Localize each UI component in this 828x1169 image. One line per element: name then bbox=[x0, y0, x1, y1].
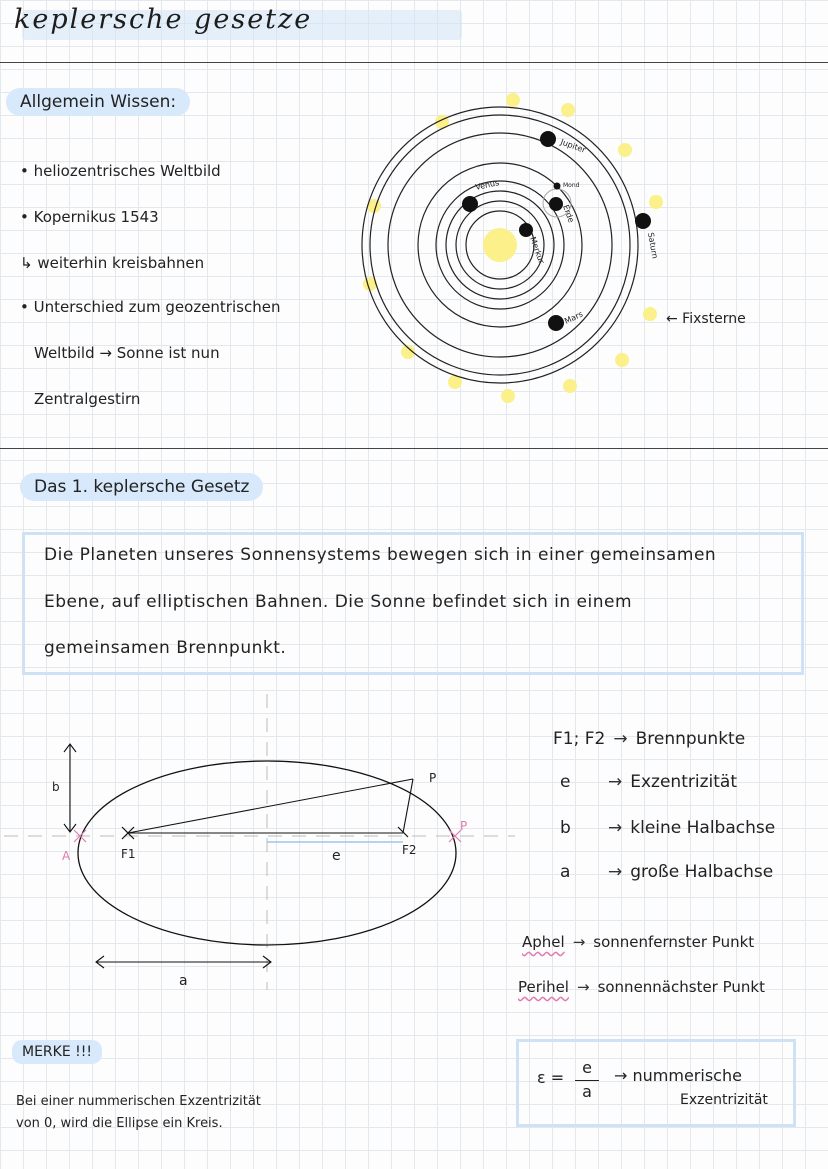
label-jupiter: Jupiter bbox=[559, 137, 587, 155]
legend-e-text: Exzentrizität bbox=[630, 772, 737, 792]
note-line-1: • heliozentrisches Weltbild bbox=[20, 162, 221, 180]
aphel-text: sonnenfernster Punkt bbox=[593, 933, 755, 951]
planet-earth bbox=[549, 197, 563, 211]
formula-fraction-bar bbox=[575, 1080, 599, 1081]
law-line-1: Die Planeten unseres Sonnensystems bewegen sich in einer gemeinsamen bbox=[44, 545, 717, 565]
title-divider bbox=[0, 62, 828, 63]
merke-line-1: Bei einer nummerischen Exzentrizität bbox=[16, 1094, 261, 1109]
perihel-text: sonnennächster Punkt bbox=[597, 978, 765, 996]
legend-b-sym: b bbox=[560, 818, 571, 838]
planet-venus bbox=[462, 196, 478, 212]
label-b: b bbox=[52, 780, 60, 794]
formula-lhs: ε = bbox=[537, 1068, 565, 1087]
solar-system-diagram bbox=[350, 88, 670, 408]
planet-saturn bbox=[635, 213, 651, 229]
planet-moon bbox=[554, 183, 561, 190]
planet-mercury bbox=[519, 223, 533, 237]
law-line-3: gemeinsamen Brennpunkt. bbox=[44, 638, 287, 658]
legend-e: e → Exzentrizität bbox=[560, 772, 737, 792]
legend-b-text: kleine Halbachse bbox=[630, 818, 776, 838]
planet-jupiter bbox=[540, 131, 556, 147]
page-title: keplersche gesetze bbox=[14, 4, 313, 35]
label-saturn: Saturn bbox=[646, 231, 660, 260]
formula-denominator: a bbox=[582, 1082, 592, 1101]
label-moon: Mond bbox=[563, 182, 580, 189]
formula-desc-2: Exzentrizität bbox=[680, 1092, 768, 1108]
legend-a-text: große Halbachse bbox=[630, 862, 774, 882]
line-f1-p bbox=[128, 779, 413, 833]
legend-b: b → kleine Halbachse bbox=[560, 818, 776, 838]
merke-line-2: von 0, wird die Ellipse ein Kreis. bbox=[16, 1116, 223, 1131]
note-line-3: ↳ weiterhin kreisbahnen bbox=[20, 254, 205, 272]
label-mars: Mars bbox=[563, 309, 585, 326]
legend-foci: F1; F2 → Brennpunkte bbox=[553, 729, 746, 749]
legend-e-sym: e bbox=[560, 772, 571, 792]
planets bbox=[462, 131, 651, 331]
note-line-5: Weltbild → Sonne ist nun bbox=[34, 344, 220, 362]
label-earth: Erde bbox=[561, 203, 576, 224]
legend-foci-sym: F1; F2 bbox=[553, 729, 606, 749]
perihel-term: Perihel bbox=[518, 978, 569, 996]
legend-a: a → große Halbachse bbox=[560, 862, 774, 882]
note-line-6: Zentralgestirn bbox=[34, 390, 141, 408]
note-line-4: • Unterschied zum geozentrischen bbox=[20, 298, 281, 316]
line-p-f2 bbox=[403, 779, 413, 833]
label-f1: F1 bbox=[121, 847, 136, 861]
legend-foci-text: Brennpunkte bbox=[635, 729, 746, 749]
label-f2: F2 bbox=[402, 843, 417, 857]
aphel-def: Aphel → sonnenfernster Punkt bbox=[522, 933, 755, 951]
fixed-stars-label: ← Fixsterne bbox=[666, 311, 746, 327]
perihel-def: Perihel → sonnennächster Punkt bbox=[518, 978, 765, 996]
label-mercury: Merkur bbox=[528, 235, 547, 265]
planet-mars bbox=[548, 315, 564, 331]
section-heading-general: Allgemein Wissen: bbox=[6, 88, 190, 116]
section-heading-kepler: Das 1. keplersche Gesetz bbox=[20, 473, 263, 501]
label-aphel-point: A bbox=[62, 849, 71, 863]
formula-desc-1: → nummerische bbox=[614, 1066, 742, 1085]
legend-a-sym: a bbox=[560, 862, 571, 882]
label-a: a bbox=[179, 973, 188, 989]
ellipse-diagram bbox=[0, 690, 520, 1010]
law-line-2: Ebene, auf elliptischen Bahnen. Die Sonne befindet sich in einem bbox=[44, 592, 633, 612]
label-p: P bbox=[429, 771, 437, 785]
label-e: e bbox=[332, 848, 341, 864]
label-venus: Venus bbox=[474, 178, 500, 192]
note-line-2: • Kopernikus 1543 bbox=[20, 208, 159, 226]
formula-numerator: e bbox=[582, 1058, 592, 1077]
label-perihel-point: P bbox=[460, 819, 468, 833]
aphel-term: Aphel bbox=[522, 933, 565, 951]
merke-label: MERKE !!! bbox=[12, 1040, 102, 1064]
sun-icon bbox=[483, 228, 517, 262]
section-divider bbox=[0, 448, 828, 449]
